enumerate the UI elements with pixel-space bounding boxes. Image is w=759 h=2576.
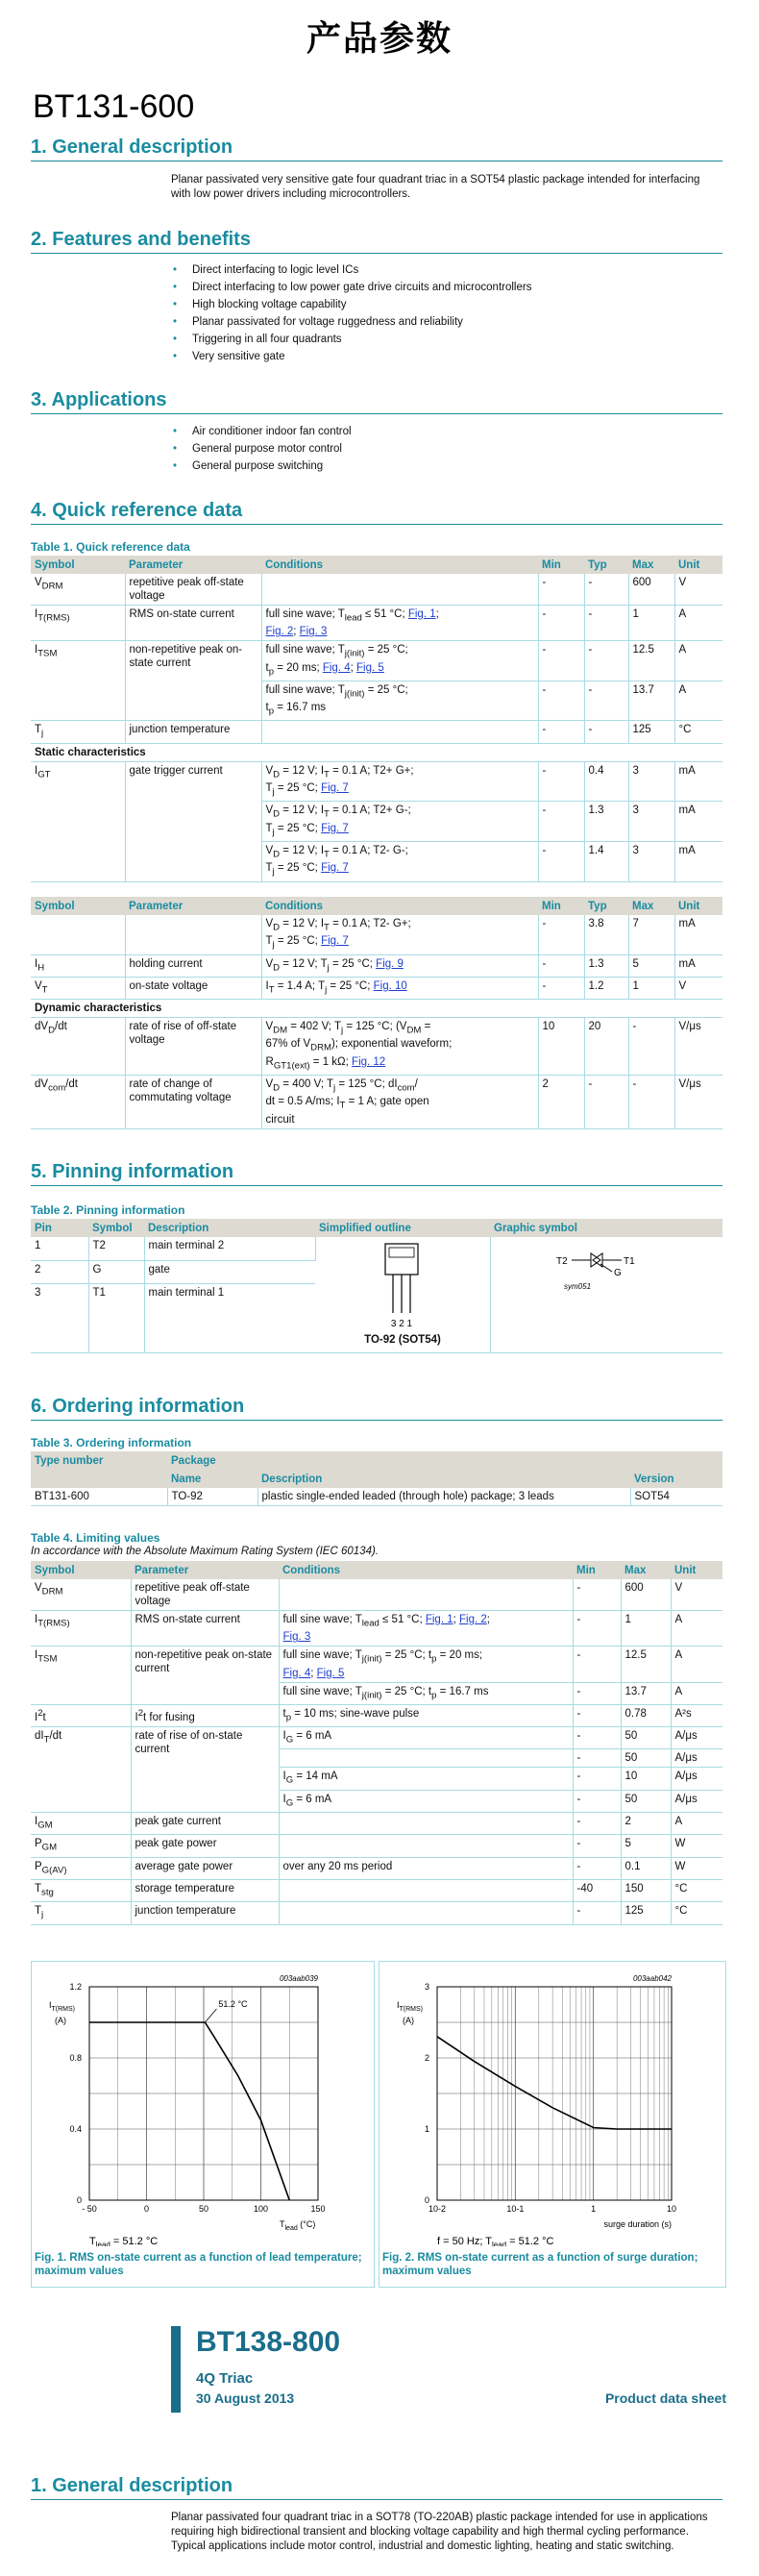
y-axis-unit: (A) (55, 2016, 66, 2025)
fig9-link[interactable]: Fig. 9 (376, 957, 404, 970)
section-general-description: 1. General description (31, 136, 722, 161)
application-item: • General purpose switching (171, 458, 352, 475)
section-ordering: 6. Ordering information (31, 1396, 722, 1421)
x-tick-label: - 50 (82, 2204, 97, 2214)
figure-code: 003aab039 (279, 1974, 318, 1983)
application-item: • Air conditioner indoor fan control (171, 423, 352, 440)
fig4-link[interactable]: Fig. 4 (282, 1667, 311, 1679)
table-row: $P_{G(AV)}$ average gate power over any 20 ms period - 0.1 W (31, 1857, 722, 1879)
fig7-link[interactable]: Fig. 7 (321, 935, 349, 948)
table-row: $V_{DRM}$ repetitive peak off-state voltage - - 600 V (31, 574, 722, 606)
col-typ: Typ (584, 556, 628, 574)
y-axis-unit: (A) (403, 2016, 414, 2025)
y-tick-label: 0 (76, 2195, 82, 2205)
y-tick-label: 0.4 (69, 2124, 82, 2134)
feature-item: • Very sensitive gate (171, 348, 531, 365)
section-general-description-2: 1. General description (31, 2475, 722, 2500)
general-description-2-text: Planar passivated four quadrant triac in a SOT78 (TO-220AB) plastic package intended for use in applications requiring high bidirectional transient and blocking voltage capability and high thermal cycling performance. Typical applications include motor control, industrial and domestic lighting, heating and static switching. (171, 2512, 708, 2552)
banner-doc-type: Product data sheet (604, 2390, 726, 2406)
table-row: $P_{GM}$ peak gate power - 5 W (31, 1835, 722, 1857)
table-row: 1 T2 main terminal 2 3 2 1 TO-92 (SOT54) T2 T1 G sym051 (31, 1237, 722, 1260)
fig12-link[interactable]: Fig. 12 (352, 1055, 386, 1068)
figure-code: 003aab042 (632, 1974, 672, 1983)
part-number: BT131-600 (33, 88, 195, 125)
to92-package-drawing (374, 1242, 431, 1333)
application-item: • General purpose motor control (171, 440, 352, 458)
annotation-label: 51.2 °C (218, 1999, 248, 2009)
table-row: $V_D = 12$ V; $I_T = 0.1$ A; T2+ G-; $T_j = 25$ °C; Fig. 7 - 1.3 3 mA (31, 802, 722, 842)
symbol-t2-label: T2 (556, 1256, 568, 1267)
fig3-link[interactable]: Fig. 3 (299, 626, 328, 638)
symbol-cell: $V_{DRM}$ (31, 574, 125, 606)
conditions-cell: full sine wave; $T_{lead} \le 51$ °C; Fig. 1; Fig. 2; Fig. 3 (261, 606, 538, 641)
x-tick-label: 150 (310, 2204, 326, 2214)
col-min: Min (538, 556, 584, 574)
static-characteristics-label: Static characteristics (31, 743, 722, 761)
x-tick-label: 10 (666, 2204, 677, 2214)
table-row: $dV_D/dt$ rate of rise of off-state voltage $V_{DM} = 402$ V; $T_j = 125$ °C; ($V_{DM}$ = 67% of $V_{DRM}$); exponential waveform; $R_{GT1(ext)} = 1$ kΩ; Fig. 12 10 20 - V/μs (31, 1018, 722, 1076)
fig7-link[interactable]: Fig. 7 (321, 822, 349, 834)
section-features: 2. Features and benefits (31, 229, 722, 254)
x-tick-label: 10-1 (506, 2204, 525, 2214)
table-row: $dI_T/dt$ rate of rise of on-state current $I_G = 6$ mA - 50 A/μs (31, 1727, 722, 1749)
ordering-table: Type number Package Name Description Version BT131-600 TO-92 plastic single-ended leaded (through hole) package; 3 leads SOT54 (31, 1451, 722, 1506)
symbol-t1-label: T1 (624, 1256, 635, 1267)
page-title: 产品参数 (306, 19, 453, 59)
figure-2-note: f = 50 Hz; $T_{lead} = 51.2$ °C (437, 2236, 554, 2246)
feature-item: • Triggering in all four quadrants (171, 331, 531, 348)
table-row: $I_G = 6$ mA - 50 A/μs (31, 1790, 722, 1812)
quick-reference-table (31, 556, 722, 882)
symbol-cell: $I_{T(RMS)}$ (31, 606, 125, 641)
limiting-values-table (31, 1561, 722, 1925)
table4-subcaption: In accordance with the Absolute Maximum Rating System (IEC 60134). (31, 1546, 379, 1557)
table-row: $V_D = 12$ V; $I_T = 0.1$ A; T2- G-; $T_j = 25$ °C; Fig. 7 - 1.4 3 mA (31, 841, 722, 881)
table1-caption: Table 1. Quick reference data (31, 540, 190, 554)
col-parameter: Parameter (125, 556, 261, 574)
fig5-link[interactable]: Fig. 5 (316, 1667, 345, 1679)
fig1-link[interactable]: Fig. 1 (407, 608, 436, 620)
figure-1-caption: Fig. 1. RMS on-state current as a function of lead temperature; maximum values (35, 2252, 362, 2277)
parameter-cell: repetitive peak off-state voltage (125, 574, 261, 606)
table-row: 2 G gate (31, 1260, 722, 1283)
table-header-row: Symbol Parameter Conditions Min Max Unit (31, 1561, 722, 1579)
fig7-link[interactable]: Fig. 7 (321, 782, 349, 795)
fig7-link[interactable]: Fig. 7 (321, 862, 349, 875)
symbol-g-label: G (614, 1268, 623, 1278)
x-axis-label: $T_{lead}$ (°C) (280, 2219, 316, 2232)
x-tick-label: 0 (143, 2204, 150, 2214)
table-row: - 50 A/μs (31, 1749, 722, 1768)
banner-date: 30 August 2013 (196, 2390, 295, 2406)
y-axis-label: $I_{T(RMS)}$ (397, 2000, 424, 2013)
table-row: $T_j$ junction temperature - - 125 °C (31, 721, 722, 743)
col-unit: Unit (674, 556, 722, 574)
table-row: $I_{GM}$ peak gate current - 2 A (31, 1813, 722, 1835)
fig10-link[interactable]: Fig. 10 (373, 979, 407, 992)
figure-1-note: $T_{lead} = 51.2$ °C (89, 2236, 159, 2246)
table-row: $I_H$ holding current $V_D = 12$ V; $T_j = 25$ °C; Fig. 9 - 1.3 5 mA (31, 954, 722, 977)
x-tick-label: 50 (198, 2204, 209, 2214)
table-row: $I^2t$ $I^2t$ for fusing $t_p = 10$ ms; sine-wave pulse - 0.78 A²s (31, 1704, 722, 1726)
symbol-code: sym051 (564, 1282, 592, 1291)
table-row: $I_{TSM}$ non-repetitive peak on-state current full sine wave; $T_{j(init)} = 25$ °C; $t_p = 20$ ms; Fig. 4; Fig. 5 - - 12.5 A (31, 641, 722, 681)
table-row: $T_{stg}$ storage temperature -40 150 °C (31, 1879, 722, 1901)
table-row: $T_j$ junction temperature - 125 °C (31, 1902, 722, 1924)
table-header-row: Pin Symbol Description Simplified outline Graphic symbol (31, 1219, 722, 1237)
y-tick-label: 1 (424, 2124, 429, 2134)
table-row: $I_{T(RMS)}$ RMS on-state current full sine wave; $T_{lead} \le 51$ °C; Fig. 1; Fig. 2; Fig. 3 - - 1 A (31, 606, 722, 641)
table-row: $V_{DRM}$ repetitive peak off-state voltage - 600 V (31, 1579, 722, 1611)
table2-caption: Table 2. Pinning information (31, 1203, 185, 1217)
x-tick-label: 100 (253, 2204, 269, 2214)
y-tick-label: 3 (424, 1982, 429, 1992)
table-row: $V_T$ on-state voltage $I_T = 1.4$ A; $T_j = 25$ °C; Fig. 10 - 1.2 1 V (31, 977, 722, 999)
general-description-text: Planar passivated very sensitive gate four quadrant triac in a SOT54 plastic package intended for interfacing with low power drivers including microcontrollers. (171, 174, 700, 200)
figure-2 (379, 1961, 726, 2288)
annotation-leader (205, 2009, 216, 2022)
outline-label: TO-92 (SOT54) (364, 1333, 441, 1346)
y-tick-label: 1.2 (69, 1982, 82, 1992)
table3-caption: Table 3. Ordering information (31, 1436, 192, 1449)
banner-title: BT138-800 (196, 2326, 341, 2358)
section-applications: 3. Applications (31, 389, 722, 414)
x-axis-label: surge duration (s) (603, 2219, 672, 2229)
fig5-link[interactable]: Fig. 5 (356, 661, 384, 674)
simplified-outline-cell (315, 1237, 490, 1352)
triac-symbol (549, 1245, 664, 1299)
feature-item: • Planar passivated for voltage ruggedness and reliability (171, 313, 531, 331)
table-row: full sine wave; $T_{j(init)} = 25$ °C; $t_p = 16.7$ ms - 13.7 A (31, 1682, 722, 1704)
fig2-link[interactable]: Fig. 2 (265, 626, 294, 638)
fig2-link[interactable]: Fig. 2 (459, 1614, 487, 1625)
table-row: $I_G = 14$ mA - 10 A/μs (31, 1768, 722, 1790)
symbol-cell: $I_{TSM}$ (31, 641, 125, 721)
feature-item: • Direct interfacing to logic level ICs (171, 261, 531, 279)
table-row: $V_D = 12$ V; $I_T = 0.1$ A; T2- G+; $T_j = 25$ °C; Fig. 7 - 3.8 7 mA (31, 915, 722, 954)
y-tick-label: 0 (424, 2195, 429, 2205)
chart-rms-vs-lead-temp (32, 1962, 374, 2246)
conditions-cell (261, 574, 538, 606)
table-row: full sine wave; $T_{j(init)} = 25$ °C; $t_p = 16.7$ ms - - 13.7 A (31, 681, 722, 721)
figure-1 (31, 1961, 375, 2288)
fig1-link[interactable]: Fig. 1 (425, 1614, 453, 1625)
table-header-row (31, 556, 722, 574)
table4-caption: Table 4. Limiting values (31, 1531, 160, 1545)
col-conditions: Conditions (261, 556, 538, 574)
table-group-row (31, 1000, 722, 1018)
figure-2-caption: Fig. 2. RMS on-state current as a function of surge duration; maximum values (382, 2252, 698, 2277)
graphic-symbol-cell (490, 1237, 722, 1352)
y-tick-label: 2 (424, 2053, 429, 2063)
section-pinning: 5. Pinning information (31, 1161, 722, 1186)
applications-list (171, 423, 352, 475)
y-axis-label: $I_{T(RMS)}$ (49, 2000, 76, 2013)
col-max: Max (628, 556, 674, 574)
x-tick-label: 10-2 (428, 2204, 447, 2214)
col-symbol: Symbol (31, 556, 125, 574)
table-group-row (31, 743, 722, 761)
series-line (437, 2037, 672, 2129)
table-row: $I_{T(RMS)}$ RMS on-state current full sine wave; $T_{lead} \le 51$ °C; Fig. 1; Fig. 2; Fig. 3 - 1 A (31, 1611, 722, 1647)
section-quick-reference: 4. Quick reference data (31, 500, 722, 525)
fig4-link[interactable]: Fig. 4 (322, 661, 351, 674)
feature-item: • Direct interfacing to low power gate drive circuits and microcontrollers (171, 279, 531, 296)
table-row: $I_{TSM}$ non-repetitive peak on-state current full sine wave; $T_{j(init)} = 25$ °C; $t_p = 20$ ms; Fig. 4; Fig. 5 - 12.5 A (31, 1647, 722, 1682)
pinning-table (31, 1219, 722, 1353)
banner-subtitle: 4Q Triac (196, 2370, 254, 2387)
table-row: 3 T1 main terminal 1 (31, 1283, 722, 1352)
x-tick-label: 1 (591, 2204, 597, 2214)
features-list (171, 261, 531, 365)
series-line (89, 2022, 289, 2200)
quick-reference-table-continued (31, 897, 722, 1129)
banner-accent-bar (171, 2326, 181, 2413)
table-row: $dV_{com}/dt$ rate of change of commutating voltage $V_D = 400$ V; $T_j = 125$ °C; $dI_{com}/$ dt = 0.5 A/ms; $I_T = 1$ A; gate open circuit 2 - - V/μs (31, 1076, 722, 1129)
datasheet-banner (171, 2326, 726, 2413)
fig3-link[interactable]: Fig. 3 (282, 1631, 311, 1644)
dynamic-characteristics-label: Dynamic characteristics (31, 1000, 722, 1018)
feature-item: • High blocking voltage capability (171, 296, 531, 313)
table-row: $I_{GT}$ gate trigger current $V_D = 12$ V; $I_T = 0.1$ A; T2+ G+; $T_j = 25$ °C; Fig. 7 - 0.4 3 mA (31, 761, 722, 802)
table-row: BT131-600 TO-92 plastic single-ended leaded (through hole) package; 3 leads SOT54 (31, 1488, 722, 1506)
y-tick-label: 0.8 (69, 2053, 82, 2063)
chart-rms-vs-surge-duration (380, 1962, 725, 2246)
outline-pins: 3 2 1 (390, 1318, 413, 1329)
table-header-row: Symbol Parameter Conditions Min Typ Max Unit (31, 897, 722, 915)
